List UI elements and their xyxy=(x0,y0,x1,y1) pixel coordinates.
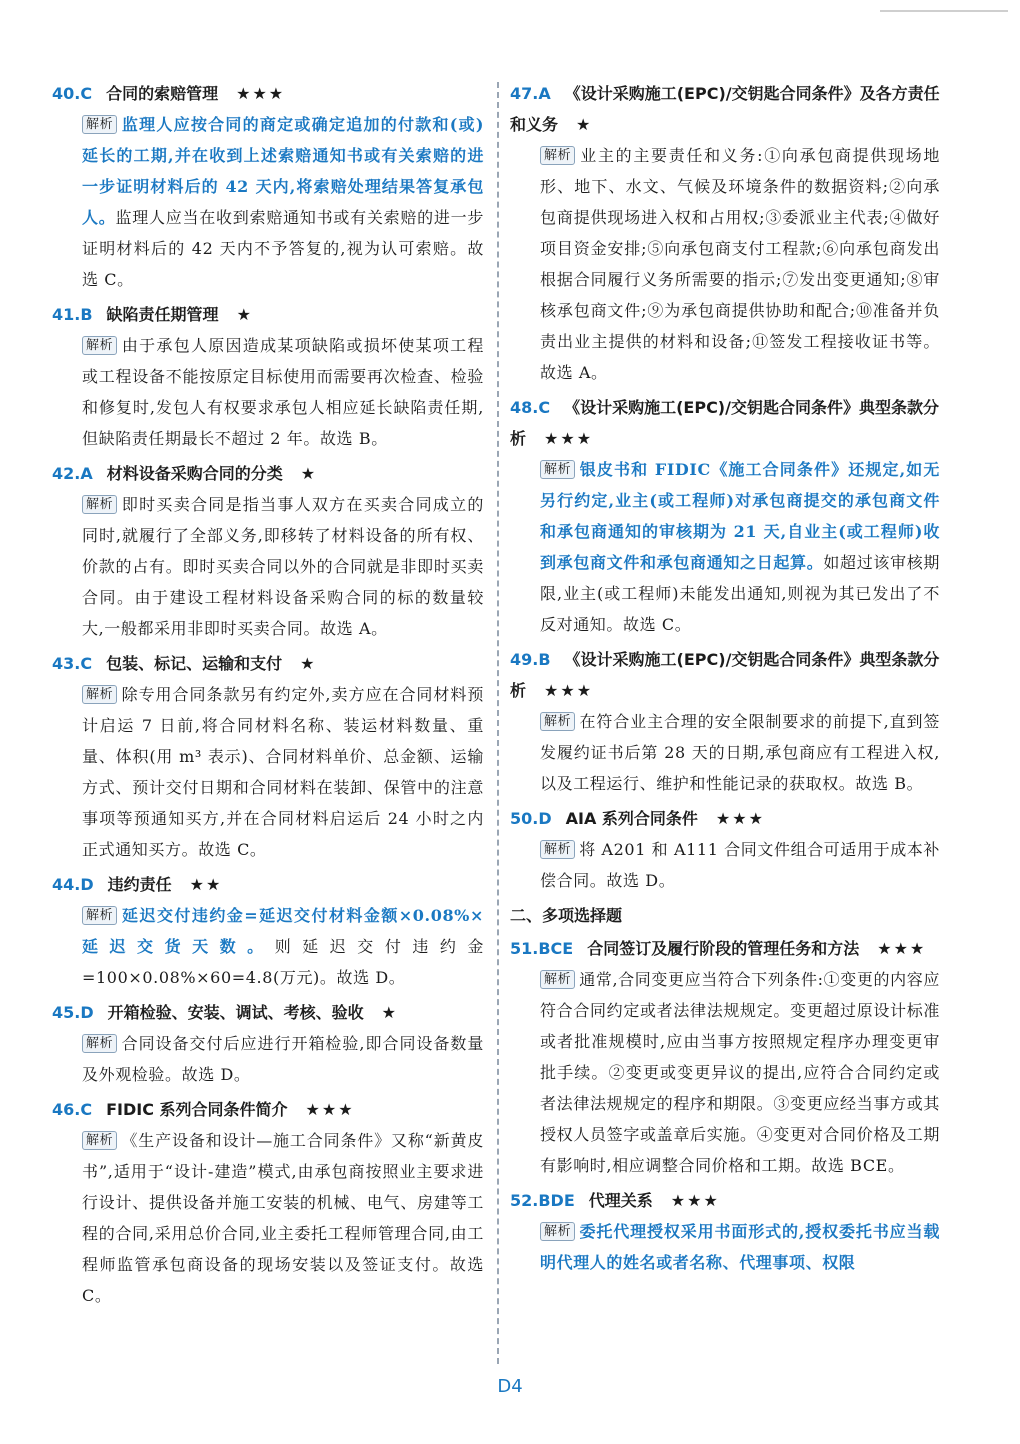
answer-header xyxy=(510,392,940,454)
difficulty-stars: ★ xyxy=(300,464,318,483)
answer-header xyxy=(52,458,484,489)
page-number: D4 xyxy=(497,1376,523,1397)
analysis-tag: 解析 xyxy=(540,146,575,165)
highlighted-text: 延迟交付违约金=延迟交付材料金额×0.08%×延迟交货天数。 xyxy=(82,906,484,956)
difficulty-stars: ★★★ xyxy=(305,1100,355,1119)
answer-analysis xyxy=(510,140,940,388)
answer-topic: 开箱检验、安装、调试、考核、验收 xyxy=(107,1003,364,1022)
answer-42 xyxy=(52,458,484,644)
answer-analysis xyxy=(52,489,484,644)
analysis-text: 除专用合同条款另有约定外,卖方应在合同材料预计启运 7 日前,将合同材料名称、装运材料数量、重量、体积(用 m³ 表示)、合同材料单价、总金额、运输方式、预计交付日期和合同材料在装卸、保管中的注意事项等预通知买方,并在合同材料启运后 24 小时之内正式通知买方。故选 C。 xyxy=(82,685,484,859)
answer-46 xyxy=(52,1094,484,1311)
answer-topic: 包装、标记、运输和支付 xyxy=(106,654,283,673)
answer-analysis xyxy=(510,834,940,896)
answer-topic: 合同的索赔管理 xyxy=(106,84,219,103)
answer-48 xyxy=(510,392,940,640)
highlighted-text: 监理人应按合同的商定或确定追加的付款和(或)延长的工期,并在收到上述索赔通知书或有关索赔的进一步证明材料后的 42 天内,将索赔处理结果答复承包人。 xyxy=(82,115,484,227)
answer-header xyxy=(52,78,484,109)
difficulty-stars: ★★★ xyxy=(877,939,927,958)
answer-analysis xyxy=(510,706,940,799)
highlighted-text: 银皮书和 FIDIC《施工合同条件》还规定,如无另行约定,业主(或工程师)对承包商提交的承包商文件和承包商通知的审核期为 21 天,自业主(或工程师)收到承包商文件和承包商通知之日起算。 xyxy=(540,460,940,572)
answer-topic: 材料设备采购合同的分类 xyxy=(106,464,283,483)
answer-topic: 《设计采购施工(EPC)/交钥匙合同条件》典型条款分析 xyxy=(510,398,939,448)
difficulty-stars: ★ xyxy=(236,305,253,324)
answer-number: 51.BCE xyxy=(510,939,574,958)
answer-40 xyxy=(52,78,484,295)
answer-number: 47.A xyxy=(510,84,551,103)
answer-number: 49.B xyxy=(510,650,551,669)
analysis-text: 合同设备交付后应进行开箱检验,即合同设备数量及外观检验。故选 D。 xyxy=(82,1034,484,1084)
answer-number: 40.C xyxy=(52,84,93,103)
answer-topic: 代理关系 xyxy=(588,1191,653,1210)
difficulty-stars: ★★★ xyxy=(236,84,286,103)
answer-51 xyxy=(510,933,940,1181)
analysis-text: 将 A201 和 A111 合同文件组合可适用于成本补偿合同。故选 D。 xyxy=(540,840,940,890)
answer-47 xyxy=(510,78,940,388)
analysis-tag: 解析 xyxy=(82,1034,117,1053)
highlighted-text: 委托代理授权采用书面形式的,授权委托书应当载明代理人的姓名或者名称、代理事项、权限 xyxy=(540,1222,940,1272)
answer-topic: 合同签订及履行阶段的管理任务和方法 xyxy=(587,939,860,958)
answer-44 xyxy=(52,869,484,993)
top-rule xyxy=(880,10,1008,12)
answer-analysis xyxy=(510,454,940,640)
answer-number: 43.C xyxy=(52,654,93,673)
answer-number: 45.D xyxy=(52,1003,94,1022)
analysis-tag: 解析 xyxy=(540,460,575,479)
analysis-text: 业主的主要责任和义务:①向承包商提供现场地形、地下、水文、气候及环境条件的数据资料;②向承包商提供现场进入权和占用权;③委派业主代表;④做好项目资金安排;⑤向承包商支付工程款;⑥向承包商发出根据合同履行义务所需要的指示;⑦发出变更通知;⑧审核承包商文件;⑨为承包商提供协助和配合;⑩准备并负责出业主提供的材料和设备;⑪签发工程接收证书等。故选 A。 xyxy=(540,146,940,382)
difficulty-stars: ★★★ xyxy=(544,681,594,700)
answer-header xyxy=(52,648,484,679)
answer-header xyxy=(510,78,940,140)
analysis-tag: 解析 xyxy=(82,336,117,355)
answer-analysis xyxy=(510,1216,940,1278)
answer-50 xyxy=(510,803,940,896)
answer-analysis xyxy=(52,1125,484,1311)
analysis-tag: 解析 xyxy=(82,1131,117,1150)
difficulty-stars: ★ xyxy=(381,1003,398,1022)
right-column xyxy=(510,78,940,1282)
answer-43 xyxy=(52,648,484,865)
analysis-text: 监理人应当在收到索赔通知书或有关索赔的进一步证明材料后的 42 天内不予答复的,视为认可索赔。故选 C。 xyxy=(82,208,484,289)
answer-topic: 缺陷责任期管理 xyxy=(106,305,219,324)
analysis-tag: 解析 xyxy=(82,115,117,134)
answer-topic: FIDIC 系列合同条件简介 xyxy=(106,1100,288,1119)
answer-number: 52.BDE xyxy=(510,1191,575,1210)
difficulty-stars: ★ xyxy=(300,654,317,673)
answer-header xyxy=(52,299,484,330)
answer-analysis xyxy=(510,964,940,1181)
analysis-text: 通常,合同变更应当符合下列条件:①变更的内容应符合合同约定或者法律法规规定。变更超过原设计标准或者批准规模时,应由当事方按照规定程序办理变更审批手续。②变更或变更异议的提出,应符合合同约定或者法律法规规定的程序和期限。③变更应经当事方或其授权人员签字或盖章后实施。④变更对合同价格及工期有影响时,相应调整合同价格和工期。故选 BCE。 xyxy=(540,970,940,1175)
answer-analysis xyxy=(52,679,484,865)
analysis-text: 在符合业主合理的安全限制要求的前提下,直到签发履约证书后第 28 天的日期,承包商应有工程进入权,以及工程运行、维护和性能记录的获取权。故选 B。 xyxy=(540,712,940,793)
answer-41 xyxy=(52,299,484,454)
analysis-text: 《生产设备和设计—施工合同条件》又称“新黄皮书”,适用于“设计-建造”模式,由承包商按照业主要求进行设计、提供设备并施工安装的机械、电气、房建等工程的合同,采用总价合同,业主委托工程师管理合同,由工程师监管承包商设备的现场安装以及签证支付。故选 C。 xyxy=(82,1131,484,1305)
answer-topic: AIA 系列合同条件 xyxy=(565,809,698,828)
answer-45 xyxy=(52,997,484,1090)
answer-header xyxy=(510,1185,940,1216)
difficulty-stars: ★★★ xyxy=(715,809,765,828)
answer-analysis xyxy=(52,109,484,295)
difficulty-stars: ★★ xyxy=(189,875,223,894)
analysis-text: 即时买卖合同是指当事人双方在买卖合同成立的同时,就履行了全部义务,即移转了材料设备的所有权、价款的占有。即时买卖合同以外的合同就是非即时买卖合同。由于建设工程材料设备采购合同的标的数量较大,一般都采用非即时买卖合同。故选 A。 xyxy=(82,495,484,638)
answer-topic: 《设计采购施工(EPC)/交钥匙合同条件》典型条款分析 xyxy=(510,650,940,700)
answer-topic: 《设计采购施工(EPC)/交钥匙合同条件》及各方责任和义务 xyxy=(510,84,940,134)
answer-number: 42.A xyxy=(52,464,93,483)
answer-header xyxy=(510,933,940,964)
column-divider xyxy=(497,82,499,1364)
answer-number: 46.C xyxy=(52,1100,93,1119)
difficulty-stars: ★★★ xyxy=(670,1191,720,1210)
answer-number: 48.C xyxy=(510,398,551,417)
answer-52 xyxy=(510,1185,940,1278)
analysis-tag: 解析 xyxy=(540,1222,575,1241)
answer-header xyxy=(52,1094,484,1125)
answer-header xyxy=(52,869,484,900)
answer-header xyxy=(52,997,484,1028)
answer-header xyxy=(510,803,940,834)
section-heading: 二、多项选择题 xyxy=(510,906,623,925)
answer-number: 44.D xyxy=(52,875,94,894)
analysis-tag: 解析 xyxy=(82,685,117,704)
answer-number: 50.D xyxy=(510,809,552,828)
analysis-text: 由于承包人原因造成某项缺陷或损坏使某项工程或工程设备不能按原定目标使用而需要再次检查、检验和修复时,发包人有权要求承包人相应延长缺陷责任期,但缺陷责任期最长不超过 2 年。故选 B。 xyxy=(82,336,484,448)
answer-analysis xyxy=(52,330,484,454)
answer-header xyxy=(510,644,940,706)
difficulty-stars: ★★★ xyxy=(544,429,594,448)
left-column xyxy=(52,78,484,1315)
analysis-text: 如超过该审核期限,业主(或工程师)未能发出通知,则视为其已发出了不反对通知。故选 C。 xyxy=(540,553,941,634)
analysis-tag: 解析 xyxy=(82,495,117,514)
analysis-tag: 解析 xyxy=(540,970,575,989)
difficulty-stars: ★ xyxy=(576,115,593,134)
analysis-tag: 解析 xyxy=(82,906,117,925)
analysis-tag: 解析 xyxy=(540,840,575,859)
answer-analysis xyxy=(52,900,484,993)
analysis-tag: 解析 xyxy=(540,712,575,731)
answer-analysis xyxy=(52,1028,484,1090)
answer-number: 41.B xyxy=(52,305,93,324)
analysis-text: 则延迟交付违约金=100×0.08%×60=4.8(万元)。故选 D。 xyxy=(82,937,484,987)
answer-49 xyxy=(510,644,940,799)
answer-topic: 违约责任 xyxy=(107,875,172,894)
